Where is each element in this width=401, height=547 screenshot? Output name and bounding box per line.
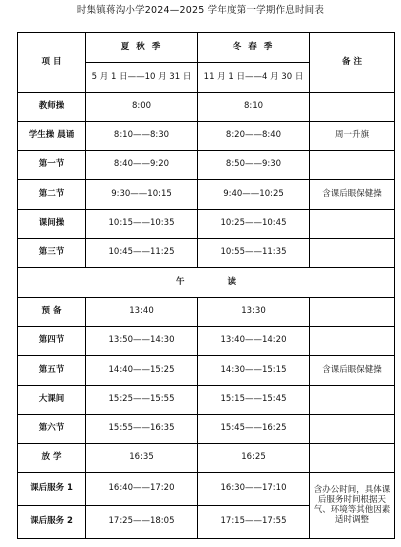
- summer-time: 13:50——14:30: [86, 326, 198, 355]
- table-row: [18, 150, 395, 179]
- row-label: 第六节: [18, 414, 86, 443]
- header-item: 项 目: [18, 33, 86, 93]
- table-row: [18, 414, 395, 443]
- table-row: [18, 238, 395, 267]
- winter-time: 16:25: [198, 443, 310, 472]
- row-label: 放 学: [18, 443, 86, 472]
- summer-time: 17:25——18:05: [86, 505, 198, 538]
- row-label: 课后服务 2: [18, 505, 86, 538]
- row-note: 周一升旗: [310, 121, 395, 150]
- row-note: 含课后眼保健操: [310, 179, 395, 209]
- summer-time: 10:15——10:35: [86, 209, 198, 238]
- row-note: [310, 443, 395, 472]
- winter-time: 10:25——10:45: [198, 209, 310, 238]
- summer-time: 8:10——8:30: [86, 121, 198, 150]
- row-note: [310, 326, 395, 355]
- row-label: 课间操: [18, 209, 86, 238]
- row-label: 教师操: [18, 93, 86, 122]
- table-row: [18, 385, 395, 414]
- row-label: 学生操 晨诵: [18, 121, 86, 150]
- summer-time: 16:35: [86, 443, 198, 472]
- winter-time: 8:10: [198, 93, 310, 122]
- winter-time: 15:15——15:45: [198, 385, 310, 414]
- header-note: 备 注: [310, 33, 395, 93]
- summer-time: 15:55——16:35: [86, 414, 198, 443]
- noon-reading-label: 午 读: [18, 267, 395, 297]
- table-row: [18, 209, 395, 238]
- table-row: [18, 355, 395, 385]
- winter-time: 10:55——11:35: [198, 238, 310, 267]
- page-title: 时集镇蒋沟小学2024—2025 学年度第一学期作息时间表: [76, 5, 325, 16]
- row-note: [310, 385, 395, 414]
- summer-time: 9:30——10:15: [86, 179, 198, 209]
- row-label: 大课间: [18, 385, 86, 414]
- row-note: [310, 238, 395, 267]
- row-label: 第三节: [18, 238, 86, 267]
- header-summer: 夏 秋 季: [86, 33, 198, 63]
- table-row: [18, 326, 395, 355]
- winter-time: 14:30——15:15: [198, 355, 310, 385]
- table-row: [18, 472, 395, 505]
- winter-time: 15:45——16:25: [198, 414, 310, 443]
- row-label: 课后服务 1: [18, 472, 86, 505]
- summer-time: 13:40: [86, 297, 198, 326]
- winter-time: 8:50——9:30: [198, 150, 310, 179]
- winter-time: 13:30: [198, 297, 310, 326]
- header-winter: 冬 春 季: [198, 33, 310, 63]
- winter-time: 9:40——10:25: [198, 179, 310, 209]
- row-note: [310, 209, 395, 238]
- table-row: [18, 297, 395, 326]
- summer-time: 8:40——9:20: [86, 150, 198, 179]
- row-note: [310, 414, 395, 443]
- header-row: [18, 33, 395, 63]
- row-note: [310, 150, 395, 179]
- table-row: [18, 93, 395, 122]
- summer-time: 16:40——17:20: [86, 472, 198, 505]
- table-row: [18, 179, 395, 209]
- service-note: 含办公时间，具体课后服务时间根据天气、环境等其他因素适时调整: [310, 472, 395, 538]
- winter-time: 13:40——14:20: [198, 326, 310, 355]
- table-row: [18, 121, 395, 150]
- row-label: 预 备: [18, 297, 86, 326]
- winter-time: 17:15——17:55: [198, 505, 310, 538]
- header-winter-range: 11 月 1 日——4 月 30 日: [198, 63, 310, 93]
- summer-time: 15:25——15:55: [86, 385, 198, 414]
- row-note: [310, 297, 395, 326]
- summer-time: 10:45——11:25: [86, 238, 198, 267]
- row-label: 第四节: [18, 326, 86, 355]
- schedule-sheet: [17, 32, 394, 539]
- row-label: 第二节: [18, 179, 86, 209]
- noon-row: [18, 267, 395, 297]
- header-summer-range: 5 月 1 日——10 月 31 日: [86, 63, 198, 93]
- row-label: 第五节: [18, 355, 86, 385]
- table-row: [18, 443, 395, 472]
- schedule-table: [17, 32, 395, 539]
- row-label: 第一节: [18, 150, 86, 179]
- winter-time: 16:30——17:10: [198, 472, 310, 505]
- row-note: 含课后眼保健操: [310, 355, 395, 385]
- summer-time: 8:00: [86, 93, 198, 122]
- row-note: [310, 93, 395, 122]
- summer-time: 14:40——15:25: [86, 355, 198, 385]
- winter-time: 8:20——8:40: [198, 121, 310, 150]
